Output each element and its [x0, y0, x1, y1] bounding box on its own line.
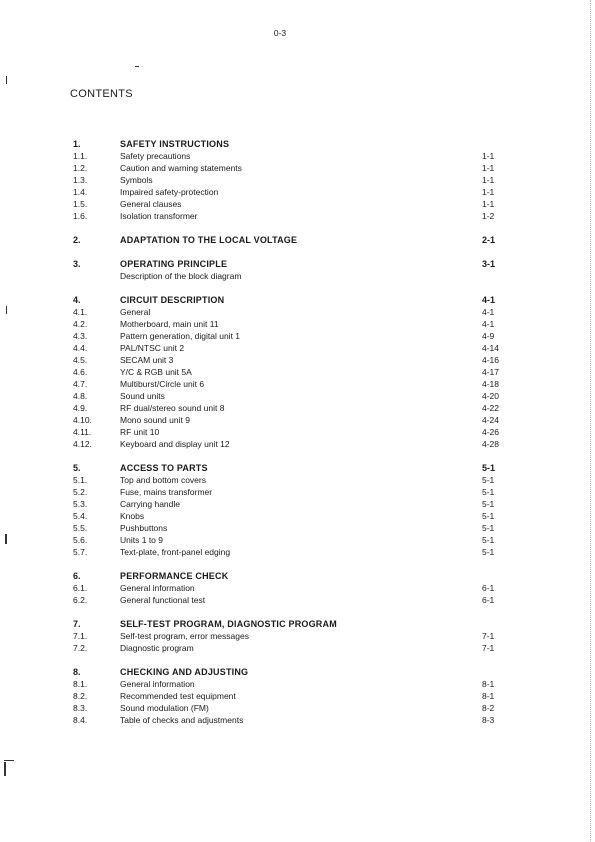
entry-number: 5.2. [73, 487, 88, 497]
entry-page: 5-1 [482, 523, 495, 533]
toc-entry [0, 366, 595, 378]
toc-entry [0, 318, 595, 330]
entry-title: Safety precautions [120, 151, 191, 161]
entry-number: 2. [73, 235, 81, 245]
entry-number: 4.3. [73, 331, 88, 341]
toc-entry [0, 198, 595, 210]
toc-entry [0, 678, 595, 690]
entry-title: Impaired safety-protection [120, 187, 219, 197]
toc-entry [0, 522, 595, 534]
entry-title: Mono sound unit 9 [120, 415, 190, 425]
toc-section [0, 234, 595, 246]
entry-number: 6.1. [73, 583, 88, 593]
toc-entry [0, 702, 595, 714]
entry-number: 5.6. [73, 535, 88, 545]
toc-entry [0, 486, 595, 498]
toc-entry [0, 186, 595, 198]
entry-title: Sound units [120, 391, 165, 401]
entry-number: 4.2. [73, 319, 88, 329]
entry-number: 5.4. [73, 511, 88, 521]
entry-number: 8.4. [73, 715, 88, 725]
toc-entry [0, 354, 595, 366]
toc-entry [0, 474, 595, 486]
entry-page: 1-1 [482, 199, 495, 209]
entry-page: 4-28 [482, 439, 500, 449]
toc-entry [0, 546, 595, 558]
entry-title: Sound modulation (FM) [120, 703, 209, 713]
margin-mark [6, 306, 7, 314]
entry-page: 5-1 [482, 535, 495, 545]
toc-entry [0, 534, 595, 546]
toc-section [0, 258, 595, 270]
contents-heading: CONTENTS [70, 88, 133, 100]
entry-number: 8.1. [73, 679, 88, 689]
entry-title: Knobs [120, 511, 145, 521]
entry-page: 4-20 [482, 391, 500, 401]
margin-mark [135, 66, 139, 67]
entry-page: 2-1 [482, 235, 496, 245]
toc-entry [0, 414, 595, 426]
toc-entry [0, 270, 595, 282]
entry-title: Carrying handle [120, 499, 181, 509]
entry-number: 4. [73, 295, 81, 305]
entry-page: 4-16 [482, 355, 500, 365]
entry-number: 4.1. [73, 307, 88, 317]
toc-section [0, 618, 595, 630]
toc-entry [0, 402, 595, 414]
toc-section [0, 462, 595, 474]
entry-page: 8-2 [482, 703, 495, 713]
entry-number: 1.5. [73, 199, 88, 209]
entry-page: 8-1 [482, 679, 495, 689]
toc-entry [0, 438, 595, 450]
entry-number: 7. [73, 619, 81, 629]
toc-entry [0, 306, 595, 318]
entry-number: 4.12. [73, 439, 92, 449]
entry-number: 4.7. [73, 379, 88, 389]
entry-number: 1.1. [73, 151, 88, 161]
entry-number: 5.3. [73, 499, 88, 509]
entry-page: 5-1 [482, 547, 495, 557]
entry-title: PERFORMANCE CHECK [120, 571, 229, 581]
entry-page: 4-22 [482, 403, 500, 413]
entry-number: 5.7. [73, 547, 88, 557]
entry-title: Diagnostic program [120, 643, 194, 653]
toc-section [0, 666, 595, 678]
margin-mark [4, 762, 6, 776]
entry-page: 8-1 [482, 691, 495, 701]
entry-number: 4.10. [73, 415, 92, 425]
entry-title: General [120, 307, 151, 317]
toc-entry [0, 690, 595, 702]
toc-entry [0, 630, 595, 642]
toc-entry [0, 342, 595, 354]
entry-page: 6-1 [482, 583, 495, 593]
entry-page: 4-24 [482, 415, 500, 425]
entry-title: SAFETY INSTRUCTIONS [120, 139, 230, 149]
entry-number: 4.9. [73, 403, 88, 413]
entry-page: 7-1 [482, 631, 495, 641]
entry-title: CHECKING AND ADJUSTING [120, 667, 249, 677]
toc-entry [0, 594, 595, 606]
entry-number: 7.2. [73, 643, 88, 653]
entry-title: Multiburst/Circle unit 6 [120, 379, 205, 389]
toc-entry [0, 642, 595, 654]
entry-number: 1.2. [73, 163, 88, 173]
entry-page: 7-1 [482, 643, 495, 653]
entry-title: Isolation transformer [120, 211, 198, 221]
entry-number: 1.6. [73, 211, 88, 221]
entry-title: PAL/NTSC unit 2 [120, 343, 185, 353]
entry-page: 4-26 [482, 427, 500, 437]
entry-page: 4-1 [482, 319, 495, 329]
entry-title: ACCESS TO PARTS [120, 463, 208, 473]
entry-number: 6. [73, 571, 81, 581]
entry-number: 1.4. [73, 187, 88, 197]
toc-entry [0, 210, 595, 222]
entry-title: Motherboard, main unit 11 [120, 319, 219, 329]
entry-title: OPERATING PRINCIPLE [120, 259, 228, 269]
entry-title: Fuse, mains transformer [120, 487, 213, 497]
entry-page: 4-9 [482, 331, 495, 341]
entry-title: RF unit 10 [120, 427, 160, 437]
entry-title: RF dual/stereo sound unit 8 [120, 403, 225, 413]
toc-entry [0, 330, 595, 342]
entry-page: 5-1 [482, 511, 495, 521]
entry-page: 6-1 [482, 595, 495, 605]
entry-title: ADAPTATION TO THE LOCAL VOLTAGE [120, 235, 298, 245]
entry-page: 5-1 [482, 487, 495, 497]
entry-page: 8-3 [482, 715, 495, 725]
toc-entry [0, 426, 595, 438]
entry-title: General clauses [120, 199, 182, 209]
entry-page: 4-14 [482, 343, 500, 353]
margin-mark [6, 76, 7, 84]
entry-title: SELF-TEST PROGRAM, DIAGNOSTIC PROGRAM [120, 619, 337, 629]
entry-title: Pattern generation, digital unit 1 [120, 331, 241, 341]
entry-title: Text-plate, front-panel edging [120, 547, 231, 557]
entry-page: 5-1 [482, 463, 496, 473]
entry-title: CIRCUIT DESCRIPTION [120, 295, 225, 305]
entry-number: 4.5. [73, 355, 88, 365]
entry-page: 1-1 [482, 163, 495, 173]
entry-number: 8. [73, 667, 81, 677]
entry-number: 6.2. [73, 595, 88, 605]
toc-entry [0, 378, 595, 390]
entry-number: 3. [73, 259, 81, 269]
entry-title: Top and bottom covers [120, 475, 206, 485]
entry-number: 7.1. [73, 631, 88, 641]
entry-title: Recommended test equipment [120, 691, 236, 701]
entry-number: 4.8. [73, 391, 88, 401]
entry-page: 1-1 [482, 151, 495, 161]
toc-entry [0, 582, 595, 594]
entry-number: 5.5. [73, 523, 88, 533]
entry-title: Y/C & RGB unit 5A [120, 367, 192, 377]
entry-title: General functional test [120, 595, 206, 605]
entry-page: 4-1 [482, 307, 495, 317]
entry-number: 4.6. [73, 367, 88, 377]
entry-page: 3-1 [482, 259, 496, 269]
entry-page: 4-18 [482, 379, 500, 389]
page-edge [590, 0, 592, 842]
toc-entry [0, 162, 595, 174]
toc-entry [0, 498, 595, 510]
entry-page: 5-1 [482, 499, 495, 509]
entry-page: 1-1 [482, 175, 495, 185]
entry-title: Pushbuttons [120, 523, 168, 533]
entry-number: 4.11. [73, 427, 92, 437]
entry-title: Self-test program, error messages [120, 631, 249, 641]
toc-section [0, 294, 595, 306]
toc-section [0, 570, 595, 582]
margin-mark [4, 760, 14, 761]
toc-entry [0, 150, 595, 162]
entry-number: 5.1. [73, 475, 88, 485]
entry-title: SECAM unit 3 [120, 355, 174, 365]
entry-page: 1-2 [482, 211, 495, 221]
entry-title: Caution and warning statements [120, 163, 242, 173]
entry-title: Table of checks and adjustments [120, 715, 244, 725]
margin-mark [5, 534, 7, 544]
toc-entry [0, 510, 595, 522]
entry-title: Description of the block diagram [120, 271, 242, 281]
entry-number: 5. [73, 463, 81, 473]
entry-number: 1.3. [73, 175, 88, 185]
entry-title: Units 1 to 9 [120, 535, 163, 545]
entry-number: 8.3. [73, 703, 88, 713]
toc-section [0, 138, 595, 150]
entry-page: 1-1 [482, 187, 495, 197]
entry-page: 4-17 [482, 367, 500, 377]
toc-entry [0, 714, 595, 726]
toc-entry [0, 174, 595, 186]
entry-title: Keyboard and display unit 12 [120, 439, 230, 449]
entry-title: General information [120, 583, 195, 593]
entry-number: 4.4. [73, 343, 88, 353]
toc-entry [0, 390, 595, 402]
page-number: 0-3 [273, 28, 287, 38]
entry-number: 1. [73, 139, 81, 149]
entry-number: 8.2. [73, 691, 88, 701]
entry-title: Symbols [120, 175, 153, 185]
entry-title: General information [120, 679, 195, 689]
entry-page: 5-1 [482, 475, 495, 485]
entry-page: 4-1 [482, 295, 496, 305]
